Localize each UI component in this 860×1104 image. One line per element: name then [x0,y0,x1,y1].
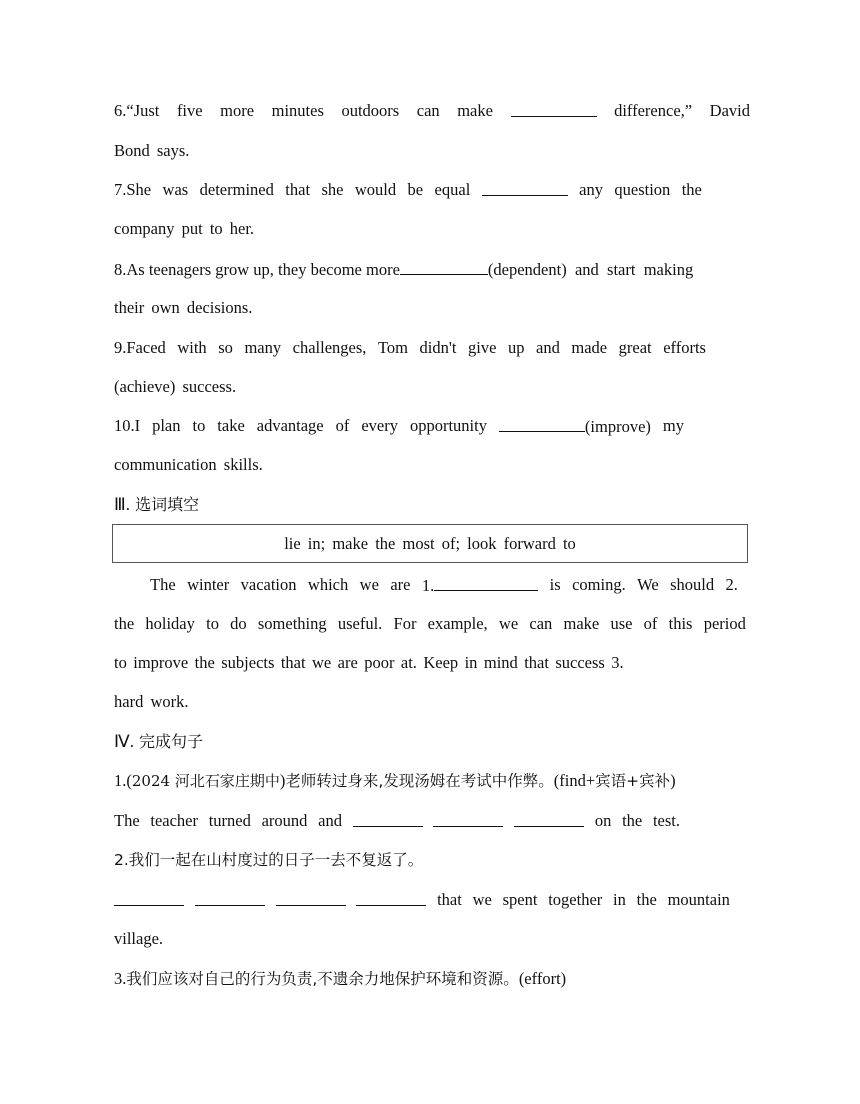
question-6-line-2: Bond says. [114,141,190,160]
question-7-line-2: company put to her. [114,219,255,238]
sentence-1-answer: The teacher turned around and on the test. [114,811,680,830]
sentence-1-prompt: 1.(2024 河北石家庄期中)老师转过身来,发现汤姆在考试中作弊。(find+宾语+宾补) [114,771,676,790]
sentence-3-prompt: 3.我们应该对自己的行为负责,不遗余力地保护环境和资源。(effort) [114,969,567,988]
section-title: 选词填空 [135,495,200,514]
answer-blank[interactable] [400,258,488,275]
question-10-line-1: 10.I plan to take advantage of every opportunity (improve) my [114,416,684,436]
answer-blank[interactable] [499,415,585,432]
question-8-line-1: 8.As teenagers grow up, they become more (dependent) and start making [114,260,694,279]
answer-blank[interactable] [356,889,426,906]
source-note: 2024 河北石家庄期中 [131,772,280,790]
question-number: 6. [114,101,127,120]
answer-blank[interactable] [195,889,265,906]
word-bank-box [112,524,748,563]
question-6-line-1: 6.“Just five more minutes outdoors can make difference,” David [114,101,750,120]
section-title: 完成句子 [139,732,204,751]
answer-blank[interactable] [114,889,184,906]
question-7-line-1: 7.She was determined that she would be equal any question the [114,180,702,199]
answer-blank[interactable] [353,810,423,827]
passage-line-1: The winter vacation which we are 1. is coming. We should 2. [150,575,738,595]
question-10-line-2: communication skills. [114,455,263,474]
answer-blank[interactable] [434,574,538,591]
passage-line-2: the holiday to do something useful. For example, we can make use of this period [114,614,746,633]
passage-line-3: to improve the subjects that we are poor at. Keep in mind that success 3. [114,653,624,672]
answer-blank[interactable] [514,810,584,827]
question-8-line-2: their own decisions. [114,298,253,317]
section-4-heading: Ⅳ. 完成句子 [114,732,204,751]
word-bank-text: lie in; make the most of; look forward to [284,533,576,553]
answer-blank[interactable] [276,889,346,906]
sentence-2-answer-line-2: village. [114,929,164,948]
answer-blank[interactable] [511,100,597,117]
passage-line-4: hard work. [114,692,189,711]
section-3-heading: Ⅲ. 选词填空 [114,495,200,514]
answer-blank[interactable] [433,810,503,827]
answer-blank[interactable] [482,179,568,196]
sentence-2-prompt: 2.我们一起在山村度过的日子一去不复返了。 [114,851,424,869]
question-9-line-1: 9.Faced with so many challenges, Tom didn't give up and made great efforts [114,338,706,357]
sentence-2-answer: that we spent together in the mountain [114,889,730,911]
question-9-line-2: (achieve) success. [114,377,237,396]
